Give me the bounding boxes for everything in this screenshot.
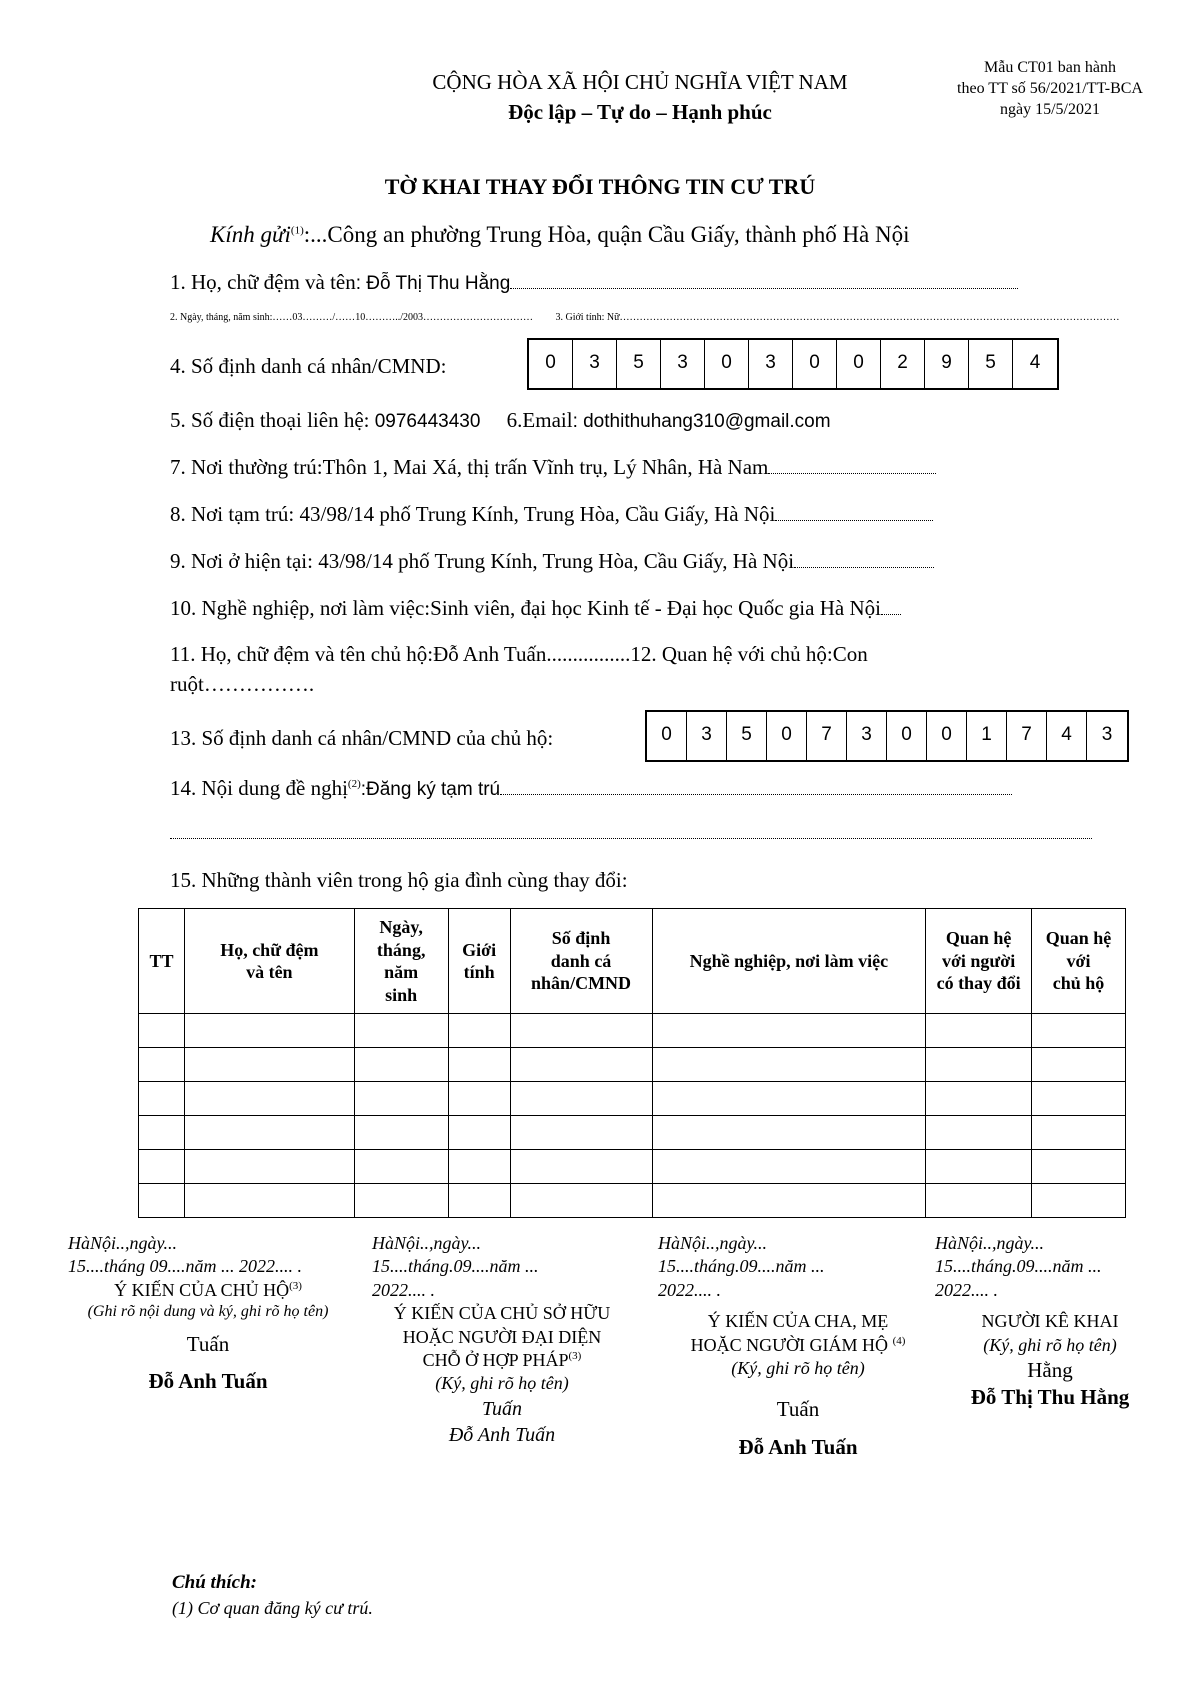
field-current-label: 9. Nơi ở hiện tại:	[170, 549, 313, 573]
signature-role: HOẶC NGƯỜI ĐẠI DIỆN	[402, 1326, 602, 1347]
field-dob-month[interactable]: 10	[355, 312, 366, 323]
signature-note: (3)	[568, 1349, 582, 1362]
dotted-line	[794, 567, 934, 568]
signature-date: 15....tháng.09....năm ...	[372, 1256, 539, 1277]
signature-name: Đỗ Anh Tuấn	[148, 1369, 268, 1394]
head-id-digit[interactable]: 0	[767, 712, 807, 760]
field-occupation-label: 10. Nghề nghiệp, nơi làm việc:	[170, 596, 431, 620]
head-id-digit[interactable]: 5	[727, 712, 767, 760]
signature-instruction: (Ký, ghi rõ họ tên)	[731, 1357, 865, 1378]
field-full-name	[170, 270, 1018, 295]
signature-date: 15....tháng.09....năm ...	[658, 1256, 825, 1277]
signature-household-head	[68, 1232, 348, 1396]
table-row[interactable]	[139, 1184, 1126, 1218]
id-digit[interactable]: 3	[749, 340, 793, 388]
signature-mark: Tuấn	[481, 1397, 523, 1420]
field-relation-label: 12. Quan hệ với chủ hộ:	[630, 642, 833, 666]
members-table	[138, 908, 1126, 1218]
signature-instruction: (Ký, ghi rõ họ tên)	[435, 1373, 569, 1394]
field-permanent-label: 7. Nơi thường trú:	[170, 455, 323, 479]
head-id-digit[interactable]: 3	[847, 712, 887, 760]
signature-mark: Hằng	[1027, 1357, 1073, 1382]
field-request	[170, 776, 1012, 801]
national-motto: Độc lập – Tự do – Hạnh phúc	[508, 100, 772, 124]
field-occupation	[170, 596, 901, 621]
signature-date: 15....tháng.09....năm ...	[935, 1256, 1102, 1277]
head-id-digit[interactable]: 4	[1047, 712, 1087, 760]
id-digit[interactable]: 2	[881, 340, 925, 388]
signature-date: HàNội..,ngày...	[935, 1233, 1045, 1253]
head-id-digit[interactable]: 0	[927, 712, 967, 760]
head-id-digit[interactable]: 0	[887, 712, 927, 760]
head-id-number-boxes[interactable]	[645, 710, 1129, 762]
col-header-id: Số định danh cá nhân/CMND	[510, 909, 652, 1014]
signature-role: Ý KIẾN CỦA CHA, MẸ	[707, 1311, 889, 1332]
signature-role: CHỖ Ở HỢP PHÁP	[422, 1349, 569, 1370]
field-permanent-address	[170, 455, 936, 480]
recipient-note: (1)	[290, 224, 304, 237]
field-current-value[interactable]: 43/98/14 phố Trung Kính, Trung Hòa, Cầu Giấy, Hà Nội	[318, 549, 795, 573]
signature-date: 2022.... .	[658, 1279, 721, 1300]
field-relation-continued[interactable]: ruột…………….	[170, 672, 315, 696]
signature-note: (4)	[892, 1334, 906, 1347]
dotted-line	[768, 473, 936, 474]
recipient-label: Kính gửi	[210, 222, 291, 247]
signature-mark: Tuấn	[186, 1331, 230, 1356]
signature-note: (3)	[289, 1279, 302, 1292]
signature-role: NGƯỜI KÊ KHAI	[981, 1311, 1119, 1332]
id-digit[interactable]: 3	[573, 340, 617, 388]
field-relation-value[interactable]: Con	[832, 642, 868, 666]
signature-date: HàNội..,ngày...	[68, 1233, 178, 1253]
notes-item-1: (1) Cơ quan đăng ký cư trú.	[172, 1598, 373, 1618]
form-title: TỜ KHAI THAY ĐỔI THÔNG TIN CƯ TRÚ	[384, 174, 816, 199]
id-digit[interactable]: 3	[661, 340, 705, 388]
notes-title: Chú thích:	[172, 1572, 258, 1593]
field-permanent-value[interactable]: Thôn 1, Mai Xá, thị trấn Vĩnh trụ, Lý Nhân, Hà Nam	[322, 455, 769, 479]
field-head-value[interactable]: Đỗ Anh Tuấn................	[433, 642, 631, 666]
dotted-line	[775, 520, 933, 521]
field-dob-gender: 2. Ngày, tháng, năm sinh:……03………/……10………../2003…………………………… 3. Giới tính: Nữ……………………………………………………………………………………………………………………………………	[170, 312, 1120, 323]
col-header-gender: Giới tính	[448, 909, 510, 1014]
field-email-value[interactable]: : dothithuhang310@gmail.com	[572, 411, 831, 432]
field-temporary-value[interactable]: 43/98/14 phố Trung Kính, Trung Hòa, Cầu Giấy, Hà Nội	[299, 502, 776, 526]
republic-heading: CỘNG HÒA XÃ HỘI CHỦ NGHĨA VIỆT NAM	[432, 70, 848, 94]
field-current-address	[170, 549, 934, 574]
id-number-boxes[interactable]	[527, 338, 1059, 390]
field-head-label: 11. Họ, chữ đệm và tên chủ hộ:	[170, 642, 434, 666]
signature-role: Ý KIẾN CỦA CHỦ SỞ HỮU	[393, 1303, 611, 1324]
head-id-digit[interactable]: 7	[807, 712, 847, 760]
id-digit[interactable]: 0	[705, 340, 749, 388]
table-row[interactable]	[139, 1082, 1126, 1116]
field-dob-label: 2. Ngày, tháng, năm sinh:	[170, 312, 273, 323]
dotted-line	[881, 614, 901, 615]
field-full-name-label: 1. Họ, chữ đệm và tên	[170, 270, 356, 294]
field-phone-label: 5. Số điện thoại liên hệ:	[170, 408, 370, 432]
id-digit[interactable]: 5	[969, 340, 1013, 388]
head-id-digit[interactable]: 0	[647, 712, 687, 760]
id-digit[interactable]: 5	[617, 340, 661, 388]
signature-declarant	[935, 1232, 1165, 1412]
head-id-digit[interactable]: 3	[687, 712, 727, 760]
col-header-relation-person: Quan hệ với người có thay đổi	[926, 909, 1032, 1014]
signature-mark: Tuấn	[776, 1397, 820, 1422]
col-header-tt: TT	[139, 909, 185, 1014]
id-digit[interactable]: 0	[529, 340, 573, 388]
table-row[interactable]	[139, 1014, 1126, 1048]
form-code	[930, 58, 1170, 120]
form-code-line-2: theo TT số 56/2021/TT-BCA	[957, 79, 1143, 97]
col-header-name: Họ, chữ đệm và tên	[184, 909, 354, 1014]
recipient-value: :...Công an phường Trung Hòa, quận Cầu Giấy, thành phố Hà Nội	[303, 222, 910, 247]
field-dob-day[interactable]: 03	[292, 312, 303, 323]
signature-owner	[372, 1232, 632, 1448]
field-request-value[interactable]: :Đăng ký tạm trú	[360, 779, 501, 800]
head-id-digit[interactable]: 1	[967, 712, 1007, 760]
table-header-row	[139, 909, 1126, 1014]
signature-role: HOẶC NGƯỜI GIÁM HỘ	[690, 1334, 889, 1355]
signature-guardian	[658, 1232, 938, 1461]
col-header-dob: Ngày, tháng, năm sinh	[354, 909, 448, 1014]
recipient-line	[210, 222, 910, 248]
field-members-label: 15. Những thành viên trong hộ gia đình cùng thay đổi:	[170, 868, 628, 892]
signature-date: HàNội..,ngày...	[658, 1233, 768, 1253]
signature-role: Ý KIẾN CỦA CHỦ HỘ	[114, 1279, 290, 1300]
field-temporary-address	[170, 502, 933, 527]
signature-instruction: (Ghi rõ nội dung và ký, ghi rõ họ tên)	[87, 1303, 329, 1321]
id-digit[interactable]: 4	[1029, 352, 1041, 373]
signature-date: HàNội..,ngày...	[372, 1233, 482, 1253]
col-header-occupation: Nghề nghiệp, nơi làm việc	[652, 909, 926, 1014]
field-full-name-value[interactable]: : Đỗ Thị Thu Hằng	[355, 273, 511, 294]
signature-instruction: (Ký, ghi rõ họ tên)	[983, 1334, 1117, 1355]
field-temporary-label: 8. Nơi tạm trú:	[170, 502, 295, 526]
id-digit[interactable]: 0	[793, 340, 837, 388]
dotted-line	[170, 838, 1092, 839]
table-row[interactable]	[139, 1048, 1126, 1082]
head-id-digit[interactable]: 7	[1007, 712, 1047, 760]
field-dob-year[interactable]: 2003	[402, 312, 423, 323]
field-phone-value[interactable]: 0976443430	[374, 411, 481, 432]
field-id-number-label: 4. Số định danh cá nhân/CMND:	[170, 354, 447, 378]
field-gender-label: 3. Giới tính:	[555, 312, 605, 323]
head-id-digit[interactable]: 3	[1101, 724, 1113, 745]
field-phone-email	[170, 408, 831, 433]
field-household-head	[170, 642, 868, 667]
dotted-line	[510, 288, 1018, 289]
field-occupation-value[interactable]: Sinh viên, đại học Kinh tế - Đại học Quốc gia Hà Nội	[430, 596, 881, 620]
field-request-note: (2)	[347, 778, 361, 790]
signature-name: Đỗ Thị Thu Hằng	[970, 1385, 1130, 1410]
col-header-relation-head: Quan hệ với chủ hộ	[1032, 909, 1126, 1014]
signature-date: 15....tháng 09....năm ... 2022.... .	[68, 1256, 302, 1277]
form-code-line-3: ngày 15/5/2021	[1000, 100, 1100, 118]
id-digit[interactable]: 0	[837, 340, 881, 388]
id-digit[interactable]: 9	[925, 340, 969, 388]
table-row[interactable]	[139, 1150, 1126, 1184]
form-code-line-1: Mẫu CT01 ban hành	[984, 59, 1116, 76]
field-request-label: 14. Nội dung đề nghị	[170, 776, 348, 800]
field-email-label: 6.Email	[506, 408, 573, 432]
signature-date: 2022.... .	[372, 1279, 435, 1300]
dotted-line	[500, 794, 1012, 795]
signature-name: Đỗ Anh Tuấn	[448, 1423, 556, 1446]
signature-date: 2022.... .	[935, 1279, 998, 1300]
field-gender-value[interactable]: Nữ	[606, 312, 620, 323]
table-row[interactable]	[139, 1116, 1126, 1150]
signature-name: Đỗ Anh Tuấn	[738, 1434, 858, 1459]
field-head-id-label: 13. Số định danh cá nhân/CMND của chủ hộ:	[170, 726, 554, 750]
